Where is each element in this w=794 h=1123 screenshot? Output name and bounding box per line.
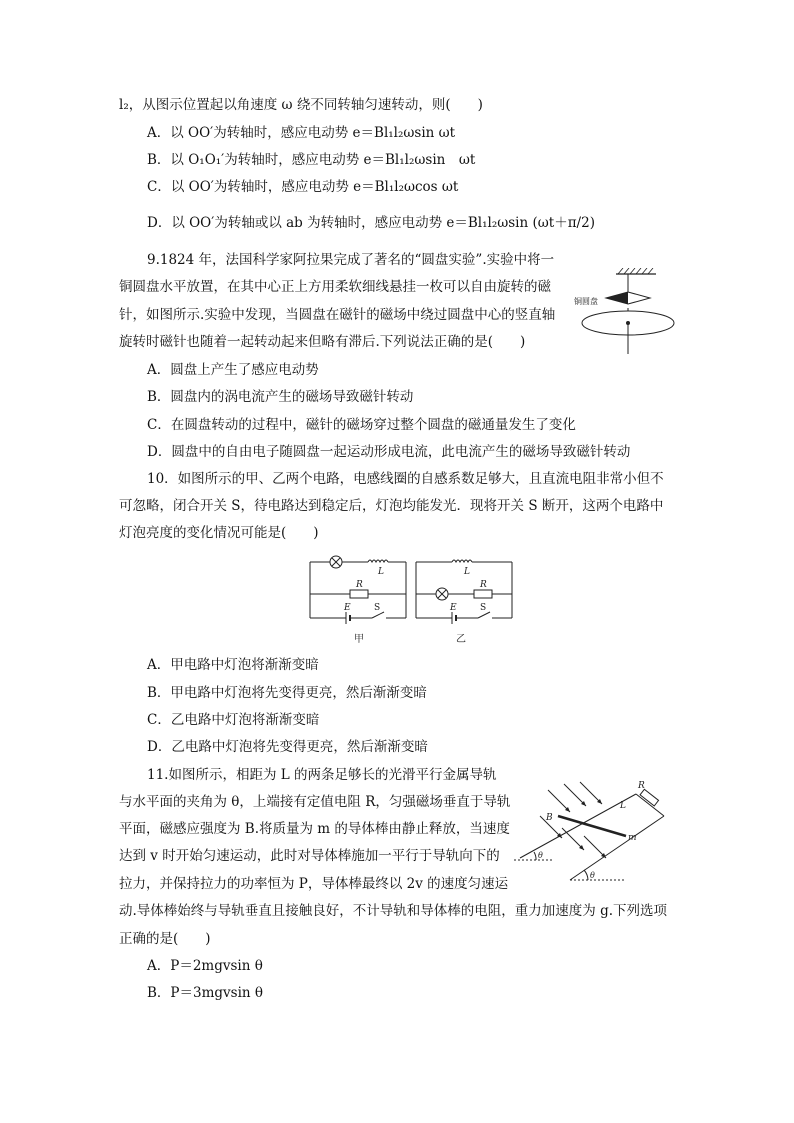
- q9-option-a: A．圆盘上产生了感应电动势: [147, 362, 319, 378]
- copper-disk-figure: [566, 268, 676, 354]
- rails-label-R: R: [638, 781, 645, 791]
- q10-option-c: C．乙电路中灯泡将渐渐变暗: [147, 712, 320, 728]
- q9-option-d: D．圆盘中的自由电子随圆盘一起运动形成电流，此电流产生的磁场导致磁针转动: [147, 444, 631, 460]
- q8-option-c: C．以 OO′为转轴时，感应电动势 e＝Bl₁l₂ωcos ωt: [147, 179, 459, 195]
- q8-stem-tail: l₂，从图示位置起以角速度 ω 绕不同转轴匀速转动，则( ): [119, 97, 483, 113]
- yi-label-S: S: [480, 603, 487, 613]
- jia-caption: 甲: [354, 634, 364, 645]
- yi-label-E: E: [450, 603, 457, 613]
- q9-line-4: 旋转时磁针也随着一起转动起来但略有滞后.下列说法正确的是( ): [119, 334, 526, 350]
- jia-label-R: R: [356, 580, 363, 590]
- q10-option-a: A．甲电路中灯泡将渐渐变暗: [147, 657, 319, 673]
- q8-option-a: A．以 OO′为转轴时，感应电动势 e＝Bl₁l₂ωsin ωt: [147, 125, 456, 141]
- copper-disk-label: 铜圆盘: [574, 297, 598, 306]
- q11-line-2: 与水平面的夹角为 θ，上端接有定值电阻 R，匀强磁场垂直于导轨: [119, 794, 511, 810]
- q8-option-d: D．以 OO′为转轴或以 ab 为转轴时，感应电动势 e＝Bl₁l₂ωsin (ωt＋π/2): [147, 215, 595, 231]
- q9-line-2: 铜圆盘水平放置，在其中心正上方用柔软细线悬挂一枚可以自由旋转的磁: [119, 279, 551, 295]
- q11-line-6: 动.导体棒始终与导轨垂直且接触良好，不计导轨和导体棒的电阻，重力加速度为 g.下列选项: [119, 903, 668, 919]
- q9-line-1: 9.1824 年，法国科学家阿拉果完成了著名的“圆盘实验”.实验中将一: [147, 252, 555, 268]
- circuit-yi-figure: [412, 550, 516, 650]
- rails-label-theta-1: θ: [538, 851, 543, 860]
- q10-option-d: D．乙电路中灯泡将先变得更亮，然后渐渐变暗: [147, 739, 428, 755]
- q11-option-a: A．P＝2mgvsin θ: [147, 958, 263, 974]
- q11-line-4: 达到 v 时开始匀速运动，此时对导体棒施加一平行于导轨向下的: [119, 848, 500, 864]
- jia-label-L: L: [378, 567, 384, 577]
- q9-line-3: 针，如图所示.实验中发现，当圆盘在磁针的磁场中绕过圆盘中心的竖直轴: [119, 307, 556, 323]
- q11-line-3: 平面，磁感应强度为 B.将质量为 m 的导体棒由静止释放，当速度: [119, 821, 510, 837]
- rails-label-B: B: [546, 813, 553, 823]
- q10-line-1: 10．如图所示的甲、乙两个电路，电感线圈的自感系数足够大，且直流电阻非常小但不: [147, 471, 664, 487]
- q10-option-b: B．甲电路中灯泡将先变得更亮，然后渐渐变暗: [147, 685, 427, 701]
- yi-caption: 乙: [456, 634, 466, 645]
- jia-label-E: E: [344, 603, 351, 613]
- q11-line-7: 正确的是( ): [119, 931, 211, 947]
- jia-label-S: S: [374, 603, 381, 613]
- inclined-rails-figure: [514, 776, 674, 886]
- rails-label-L: L: [620, 801, 626, 811]
- q9-option-c: C．在圆盘转动的过程中，磁针的磁场穿过整个圆盘的磁通量发生了变化: [147, 417, 576, 433]
- rails-label-theta-2: θ: [590, 871, 595, 880]
- q11-line-5: 拉力，并保持拉力的功率恒为 P，导体棒最终以 2v 的速度匀速运: [119, 876, 509, 892]
- q10-line-2: 可忽略，闭合开关 S，待电路达到稳定后，灯泡均能发光．现将开关 S 断开，这两个电路中: [119, 498, 664, 514]
- circuit-jia-figure: [306, 550, 410, 650]
- rails-label-m: m: [628, 833, 637, 843]
- q8-option-b: B．以 O₁O₁′为转轴时，感应电动势 e＝Bl₁l₂ωsin ωt: [147, 152, 476, 168]
- q11-line-1: 11.如图所示，相距为 L 的两条足够长的光滑平行金属导轨: [147, 767, 497, 783]
- yi-label-R: R: [480, 580, 487, 590]
- yi-label-L: L: [464, 567, 470, 577]
- q10-line-3: 灯泡亮度的变化情况可能是( ): [119, 525, 319, 541]
- q9-option-b: B．圆盘内的涡电流产生的磁场导致磁针转动: [147, 389, 414, 405]
- q11-option-b: B．P＝3mgvsin θ: [147, 985, 264, 1001]
